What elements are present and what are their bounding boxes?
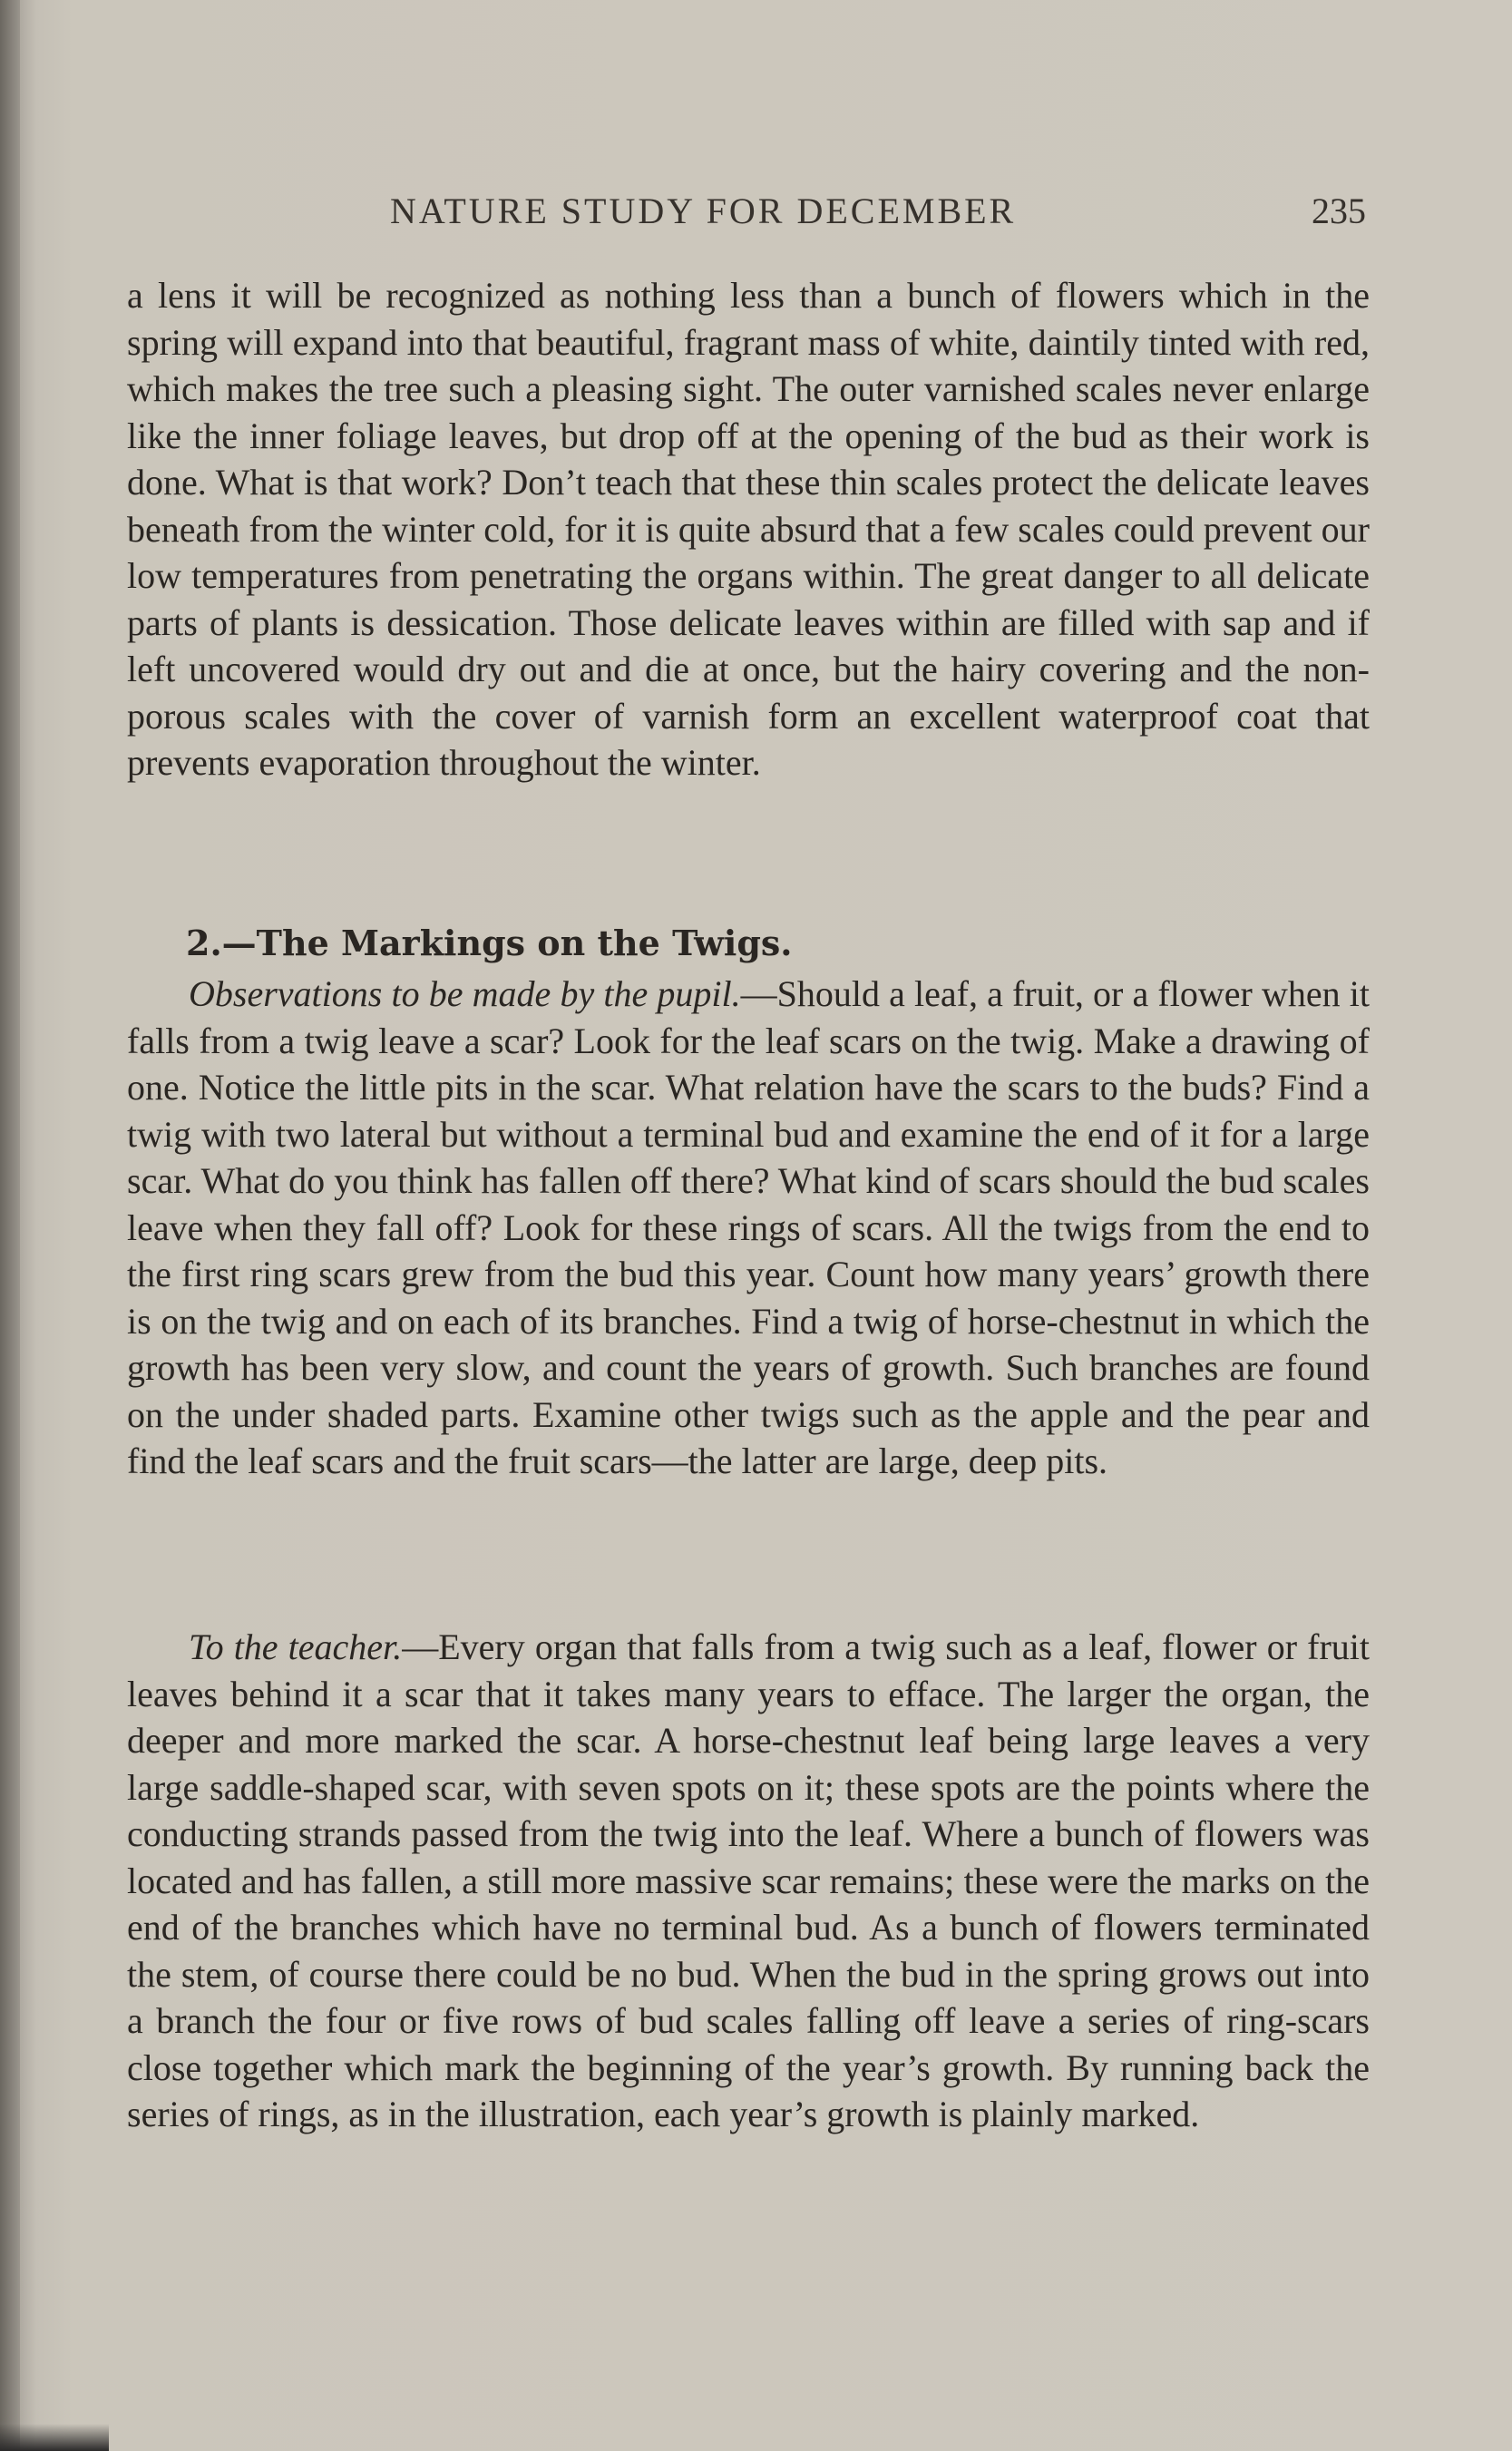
paragraph-1-text: a lens it will be recognized as nothing less than a bunch of flowers which in the spring will expand into that beautiful, fragrant mass of white, daintily tinted with red, which makes the tree such a pleasing sight. The outer varnished scales never enlarge like the inner foliage leaves, but drop off at the opening of the bud as their work is done. What is that work? Don’t teach that these thin scales protect the delicate leaves beneath from the winter cold, for it is quite absurd that a few scales could prevent our low temperatures from penetrating the organs within. The great danger to all delicate parts of plants is dessication. Those delicate leaves within are filled with sap and if left uncovered would dry out and die at once, but the hairy covering and the non-porous scales with the cover of varnish form an excellent waterproof coat that prevents evaporation throughout the winter.: [127, 275, 1370, 783]
page-number: 235: [1312, 190, 1366, 231]
section-heading: 2.—The Markings on the Twigs.: [186, 923, 793, 963]
paragraph-2: [127, 971, 1370, 1485]
page-edge-shadow: [0, 2424, 109, 2451]
running-title: NATURE STUDY FOR DECEMBER: [390, 190, 1017, 231]
book-gutter: [0, 0, 20, 2451]
body-paragraph-3: [127, 1624, 1370, 2138]
paragraph-3: [127, 1624, 1370, 2138]
page-header: [0, 186, 1512, 240]
paragraph-2-lead: Observations to be made by the pupil.: [189, 973, 741, 1014]
paragraph-3-lead: To the teacher.: [189, 1626, 403, 1667]
paragraph-3-text: —Every organ that falls from a twig such as a leaf, flower or fruit leaves behind it a scar that it takes many years to efface. The larger the organ, the deeper and more marked the scar. A horse-chestnut leaf being large leaves a very large saddle-shaped scar, with seven spots on it; these spots are the points where the conducting strands passed from the twig into the leaf. Where a bunch of flowers was located and has fallen, a still more massive scar remains; these were the marks on the end of the branches which have no terminal bud. As a bunch of flowers terminated the stem, of course there could be no bud. When the bud in the spring grows out into a branch the four or five rows of bud scales falling off leave a series of ring-scars close together which mark the beginning of the year’s growth. By running back the series of rings, as in the illustration, each year’s growth is plainly marked.: [127, 1626, 1371, 2134]
body-paragraph-1: [127, 272, 1370, 786]
body-paragraph-2: [127, 971, 1370, 1485]
paragraph-2-text: —Should a leaf, a fruit, or a flower when it falls from a twig leave a scar? Look for the leaf scars on the twig. Make a drawing of one. Notice the little pits in the scar. What relation have the scars to the buds? Find a twig with two lateral but without a terminal bud and examine the end of it for a large scar. What do you think has fallen off there? What kind of scars should the bud scales leave when they fall off? Look for these rings of scars. All the twigs from the end to the first ring scars grew from the bud this year. Count how many years’ growth there is on the twig and on each of its branches. Find a twig of horse-chestnut in which the growth has been very slow, and count the years of growth. Such branches are found on the under shaded parts. Examine other twigs such as the apple and the pear and find the leaf scars and the fruit scars—the latter are large, deep pits.: [127, 973, 1370, 1481]
